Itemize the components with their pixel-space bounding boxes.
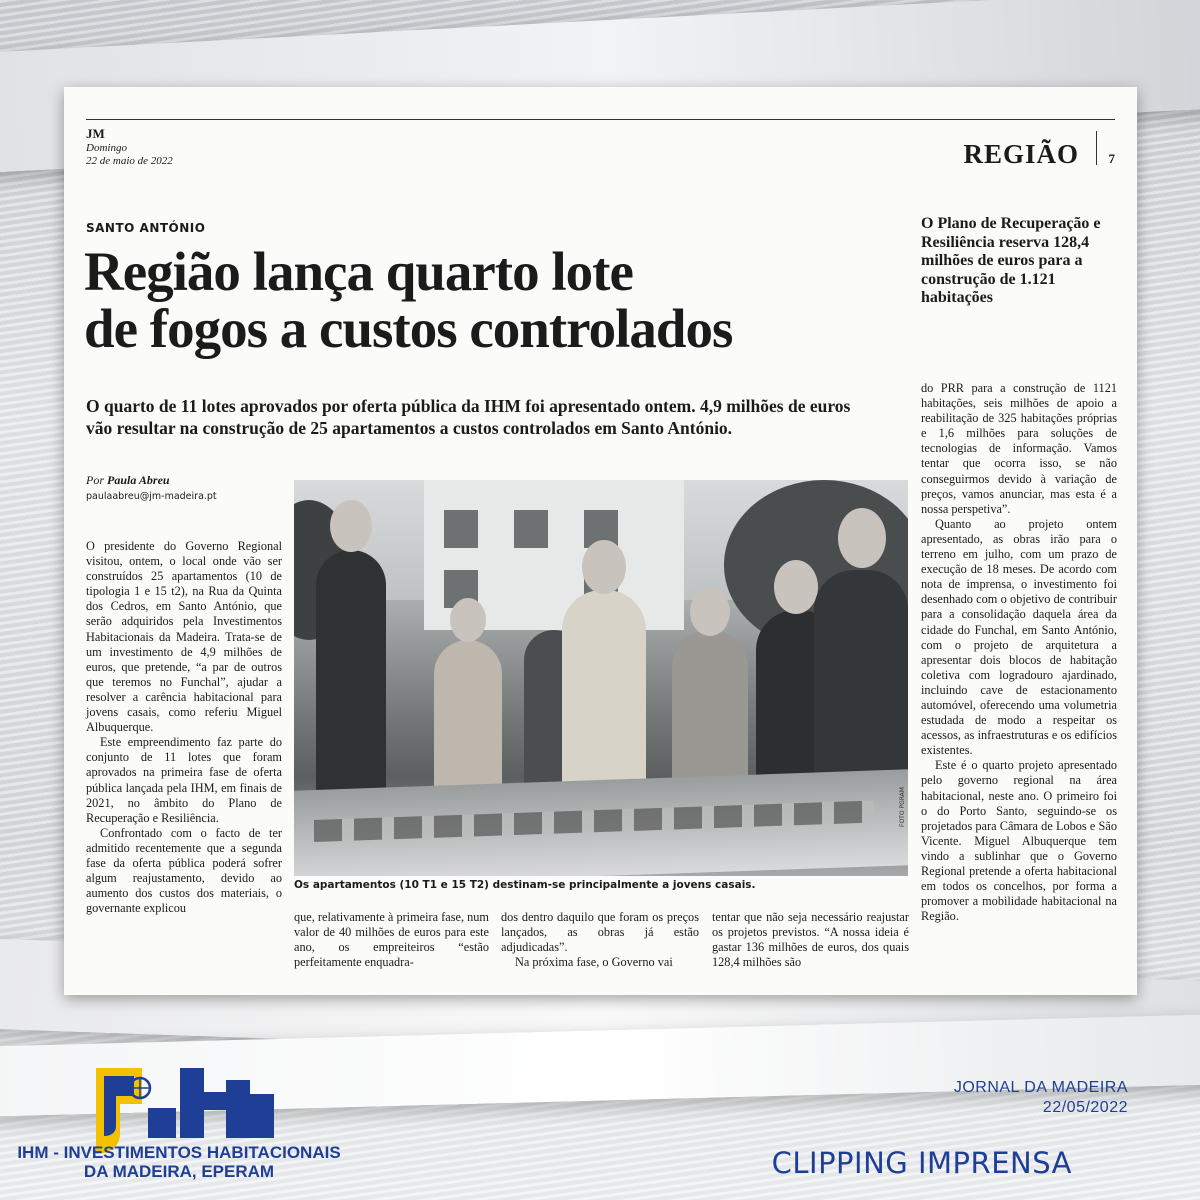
logo-block [204, 1092, 226, 1110]
author-email: paulaabreu@jm-madeira.pt [86, 491, 217, 502]
photo-board-strip [314, 800, 874, 842]
lead-line-1: O quarto de 11 lotes aprovados por oferta pública da IHM foi apresentado ontem. 4,9 milhões de euros [86, 396, 851, 416]
paragraph: Este empreendimento faz parte do conjunto de 11 lotes que foram aprovados na primeira fase de oferta pública lançada pela IHM, em finais de 2021, no âmbito do Plano de Recuperação e Resiliência. [86, 735, 282, 825]
paragraph: do PRR para a construção de 1121 habitações, seis milhões de apoio a reabilitação de 325 habitações próprias e 1,6 milhões para soluções de tecnologias de informação. Vamos tentar que ocorra isso, se não conseguirmos devido à variação de preços, vamos anunciar, mas esta é a nossa perspetiva”. [921, 381, 1117, 516]
article-column-1 [86, 539, 282, 916]
photo-person-head [582, 540, 626, 594]
photo-person [316, 550, 386, 800]
logo-block [148, 1108, 176, 1138]
top-rule [86, 119, 1115, 120]
paragraph: Na próxima fase, o Governo vai [515, 955, 673, 970]
clipping-label: CLIPPING IMPRENSA [771, 1146, 1072, 1180]
section-divider [1096, 131, 1097, 165]
source-date: 22/05/2022 [1042, 1099, 1128, 1116]
organization-name [4, 1143, 354, 1181]
masthead [86, 127, 173, 167]
article-column-3 [501, 910, 699, 970]
byline-author: Paula Abreu [107, 473, 170, 487]
source-name: JORNAL DA MADEIRA [953, 1079, 1128, 1096]
photo-person-head [690, 588, 730, 636]
organization-name-line-2: DA MADEIRA, EPERAM [83, 1162, 275, 1181]
headline-line-1: Região lança quarto lote [84, 241, 633, 302]
paragraph: Este é o quarto projeto apresentado pelo governo regional na área habitacional, neste ano. O primeiro foi o do Porto Santo, seguindo-se os projetados para Câmara de Lobos e São Vicente. Miguel Albuquerque tem vindo a sublinhar que o Governo Regional pretende a oferta habitacional em todos os concelhos, por forma a promover a mobilidade habitacional na Região. [921, 758, 1117, 924]
photo-credit: FOTO PGRAM [899, 787, 906, 827]
photo-person-head [450, 598, 486, 642]
article-headline [84, 243, 914, 357]
article-column-4 [712, 910, 909, 970]
photo-window [444, 510, 478, 548]
logo-block [250, 1094, 274, 1138]
publication-day: Domingo [86, 141, 127, 154]
photo-window [514, 510, 548, 548]
article-kicker: SANTO ANTÓNIO [86, 221, 206, 235]
section-heading: REGIÃO [963, 139, 1079, 169]
byline [86, 473, 170, 488]
paragraph: dos dentro daquilo que foram os preços lançados, as obras já estão adjudicadas”. [501, 910, 699, 955]
photo-person-head [330, 500, 372, 552]
lead-line-2: vão resultar na construção de 25 apartamentos a custos controlados em Santo António. [86, 418, 733, 438]
article-column-2 [294, 910, 489, 970]
photo-person-head [838, 508, 886, 568]
paragraph: O presidente do Governo Regional visitou, ontem, o local onde vão ser construídos 25 apartamentos (10 de tipologia 1 e 15 t2), na Rua da Quinta dos Cedros, em Santo António, que serão adquiridos pela Investimentos Habitacionais da Madeira. Trata-se de um investimento de 4,9 milhões de euros, que pretende, “a par de outros que teremos no Funchal”, ajudar a resolver a carência habitacional para jovens casais, como referiu Miguel Albuquerque. [86, 539, 282, 735]
headline-line-2: de fogos a custos controlados [84, 298, 733, 359]
article-column-5 [921, 381, 1117, 924]
photo-person-head [774, 560, 818, 614]
publication-name: JM [86, 126, 105, 141]
newspaper-clipping [64, 87, 1137, 995]
page-number: 7 [1108, 151, 1115, 166]
paragraph: tentar que não seja necessário reajustar os projetos previstos. “A nossa ideia é gastar 136 milhões de euros, dos quais 128,4 milhões são [712, 910, 909, 970]
logo-block [226, 1080, 250, 1138]
paragraph: Quanto ao projeto ontem apresentado, as obras irão para o terreno em julho, com um prazo de execução de 18 meses. De acordo com nota de imprensa, o investimento foi desenhado com o objetivo de contribuir para a consolidação daquela área da cidade do Funchal, em Santo António, com o projeto de arquitetura a apresentar dois blocos de habitação coletiva com logradouro ajardinado, incluindo cave de estacionamento automóvel, oferecendo uma volumetria estudada de modo a respeitar os acessos, as infraestruturas e os edifícios existentes. [921, 516, 1117, 758]
clipping-source [954, 1078, 1128, 1118]
organization-name-line-1: IHM - INVESTIMENTOS HABITACIONAIS [17, 1143, 341, 1162]
byline-prefix: Por [86, 473, 104, 487]
sidebar-quote: O Plano de Recuperação e Resiliência reserva 128,4 milhões de euros para a construção de 1.121 habitações [921, 215, 1101, 306]
paragraph: Confrontado com o facto de ter admitido recentemente que a segunda fase da oferta pública poderá sofrer algum reajustamento, devido ao aumento dos custos dos materiais, o governante explicou [86, 825, 282, 916]
article-lead [86, 395, 926, 439]
publication-date: 22 de maio de 2022 [86, 154, 173, 167]
paragraph: que, relativamente à primeira fase, num valor de 40 milhões de euros para este ano, os empreiteiros “estão perfeitamente enquadra- [294, 910, 489, 970]
logo-block [180, 1068, 204, 1138]
article-photo [294, 480, 908, 876]
photo-project-board [294, 769, 908, 876]
photo-person [562, 590, 646, 810]
photo-caption: Os apartamentos (10 T1 e 15 T2) destinam-se principalmente a jovens casais. [294, 879, 756, 891]
